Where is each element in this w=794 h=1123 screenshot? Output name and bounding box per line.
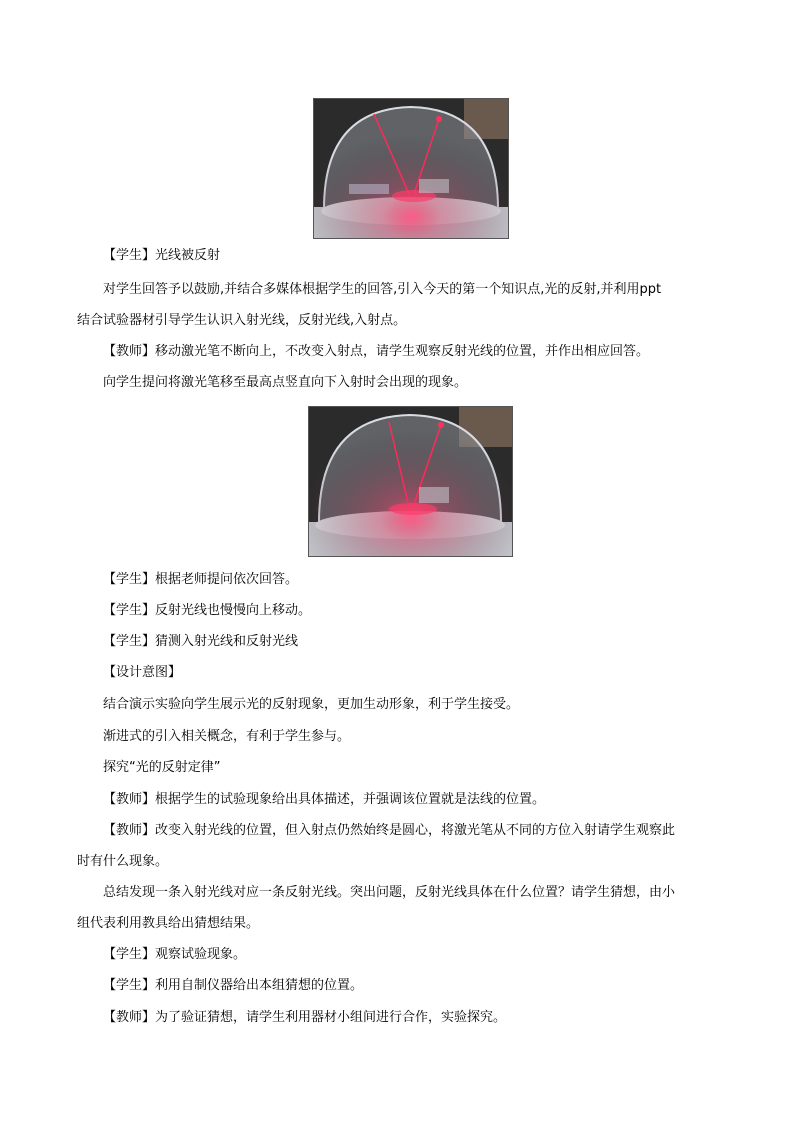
design-intent-heading: 【设计意图】 [103, 665, 182, 680]
student-reply-1: 【学生】光线被反射 [103, 248, 221, 263]
teacher-instruction: 【教师】移动激光笔不断向上，不改变入射点，请学生观察反射光线的位置，并作出相应回答。 [103, 344, 650, 359]
experiment-photo-2 [308, 406, 513, 557]
paragraph-line: 结合演示实验向学生展示光的反射现象，更加生动形象，利于学生接受。 [103, 697, 520, 712]
student-reply: 【学生】观察试验现象。 [103, 947, 247, 962]
paragraph-line: 总结发现一条入射光线对应一条反射光线。突出问题，反射光线具体在什么位置？请学生猜想，由小 [103, 885, 676, 900]
section-title: 探究“光的反射定律” [103, 760, 221, 775]
teacher-instruction: 【教师】改变入射光线的位置，但入射点仍然始终是圆心，将激光笔从不同的方位入射请学生观察此 [103, 823, 676, 838]
student-reply: 【学生】反射光线也慢慢向上移动。 [103, 603, 312, 618]
paragraph-line: 结合试验器材引导学生认识入射光线，反射光线,入射点。 [77, 313, 407, 328]
paragraph-line: 组代表利用教具给出猜想结果。 [77, 916, 260, 931]
paragraph-line: 对学生回答予以鼓励,并结合多媒体根据学生的回答,引入今天的第一个知识点,光的反射,并利用ppt [103, 282, 662, 297]
student-reply: 【学生】利用自制仪器给出本组猜想的位置。 [103, 978, 364, 993]
teacher-instruction: 【教师】根据学生的试验现象给出具体描述，并强调该位置就是法线的位置。 [103, 792, 546, 807]
paragraph-line: 时有什么现象。 [77, 854, 169, 869]
experiment-photo-1 [313, 98, 509, 239]
student-reply: 【学生】根据老师提问依次回答。 [103, 572, 299, 587]
teacher-instruction: 【教师】为了验证猜想，请学生利用器材小组间进行合作，实验探究。 [103, 1010, 507, 1025]
paragraph-line: 向学生提问将激光笔移至最高点竖直向下入射时会出现的现象。 [103, 375, 468, 390]
student-reply: 【学生】猜测入射光线和反射光线 [103, 634, 299, 649]
paragraph-line: 渐进式的引入相关概念，有利于学生参与。 [103, 729, 351, 744]
